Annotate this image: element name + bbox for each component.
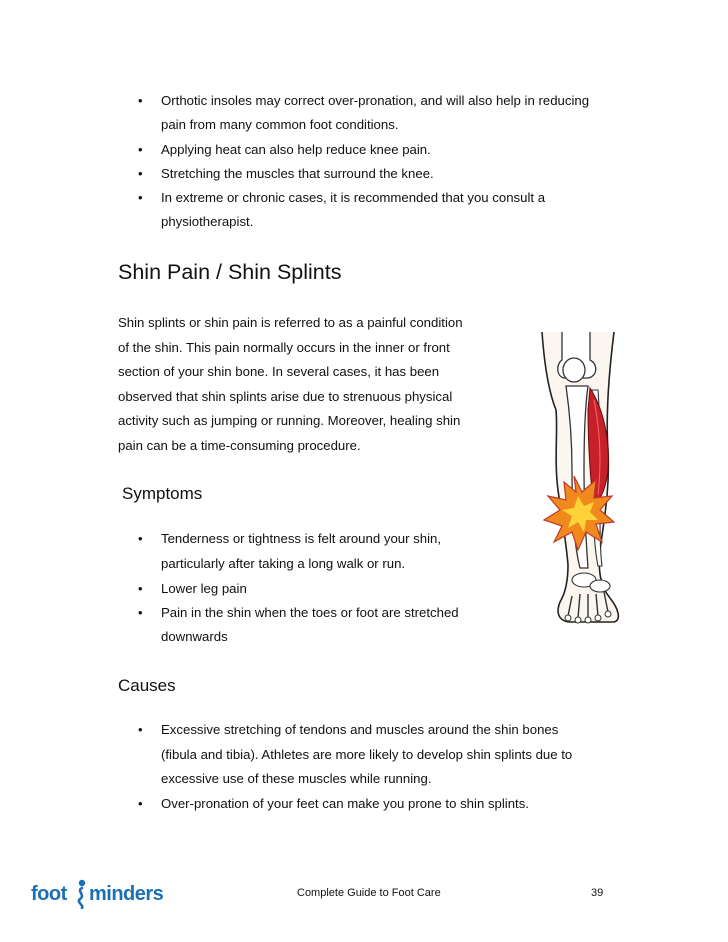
bullet-marker: •: [138, 796, 143, 811]
symptoms-heading: Symptoms: [122, 484, 203, 503]
intro-bullet-4-line-1: In extreme or chronic cases, it is recommended that you consult a: [161, 190, 546, 205]
shin-leg-illustration: [528, 330, 628, 630]
symptom-1-line-2: particularly after taking a long walk or run.: [161, 556, 406, 571]
bullet-marker: •: [138, 605, 143, 620]
cause-1-line-2: (fibula and tibia). Athletes are more likely to develop shin splints due to: [161, 747, 573, 762]
paragraph-line: pain can be a time-consuming procedure.: [118, 438, 361, 453]
symptom-1-line-1: Tenderness or tightness is felt around your shin,: [161, 531, 442, 546]
footer-title: Complete Guide to Foot Care: [297, 887, 441, 899]
intro-bullet-4-line-2: physiotherapist.: [161, 214, 254, 229]
bullet-marker: •: [138, 190, 143, 205]
logo-figure-icon: [74, 879, 90, 909]
bullet-marker: •: [138, 166, 143, 181]
paragraph-line: activity such as jumping or running. Moreover, healing shin: [118, 413, 461, 428]
intro-bullet-1-line-2: pain from many common foot conditions.: [161, 117, 399, 132]
intro-bullet-1-line-1: Orthotic insoles may correct over-pronation, and will also help in reducing: [161, 93, 590, 108]
bullet-marker: •: [138, 531, 143, 546]
paragraph-line: observed that shin splints arise due to strenuous physical: [118, 389, 453, 404]
footminders-logo: [31, 879, 164, 909]
cause-1-line-1: Excessive stretching of tendons and muscles around the shin bones: [161, 722, 559, 737]
logo-text-left: foot: [31, 883, 67, 905]
bullet-marker: •: [138, 93, 143, 108]
patella: [563, 358, 585, 382]
bullet-marker: •: [138, 722, 143, 737]
symptom-2-line-1: Lower leg pain: [161, 581, 247, 596]
cause-2-line-1: Over-pronation of your feet can make you prone to shin splints.: [161, 796, 529, 811]
symptom-3-line-2: downwards: [161, 629, 228, 644]
paragraph-line: section of your shin bone. In several cases, it has been: [118, 364, 440, 379]
logo-text-right: minders: [89, 883, 164, 905]
ankle-bone: [590, 580, 610, 592]
page-number: 39: [591, 887, 604, 899]
cause-1-line-3: excessive use of these muscles while running.: [161, 771, 432, 786]
bullet-marker: •: [138, 142, 143, 157]
intro-bullet-2-line-1: Applying heat can also help reduce knee pain.: [161, 142, 431, 157]
causes-heading: Causes: [118, 676, 176, 695]
paragraph-line: Shin splints or shin pain is referred to as a painful condition: [118, 315, 463, 330]
intro-bullet-3-line-1: Stretching the muscles that surround the knee.: [161, 166, 434, 181]
paragraph-line: of the shin. This pain normally occurs in the inner or front: [118, 340, 450, 355]
symptom-3-line-1: Pain in the shin when the toes or foot are stretched: [161, 605, 459, 620]
bullet-marker: •: [138, 581, 143, 596]
section-title: Shin Pain / Shin Splints: [118, 260, 342, 284]
